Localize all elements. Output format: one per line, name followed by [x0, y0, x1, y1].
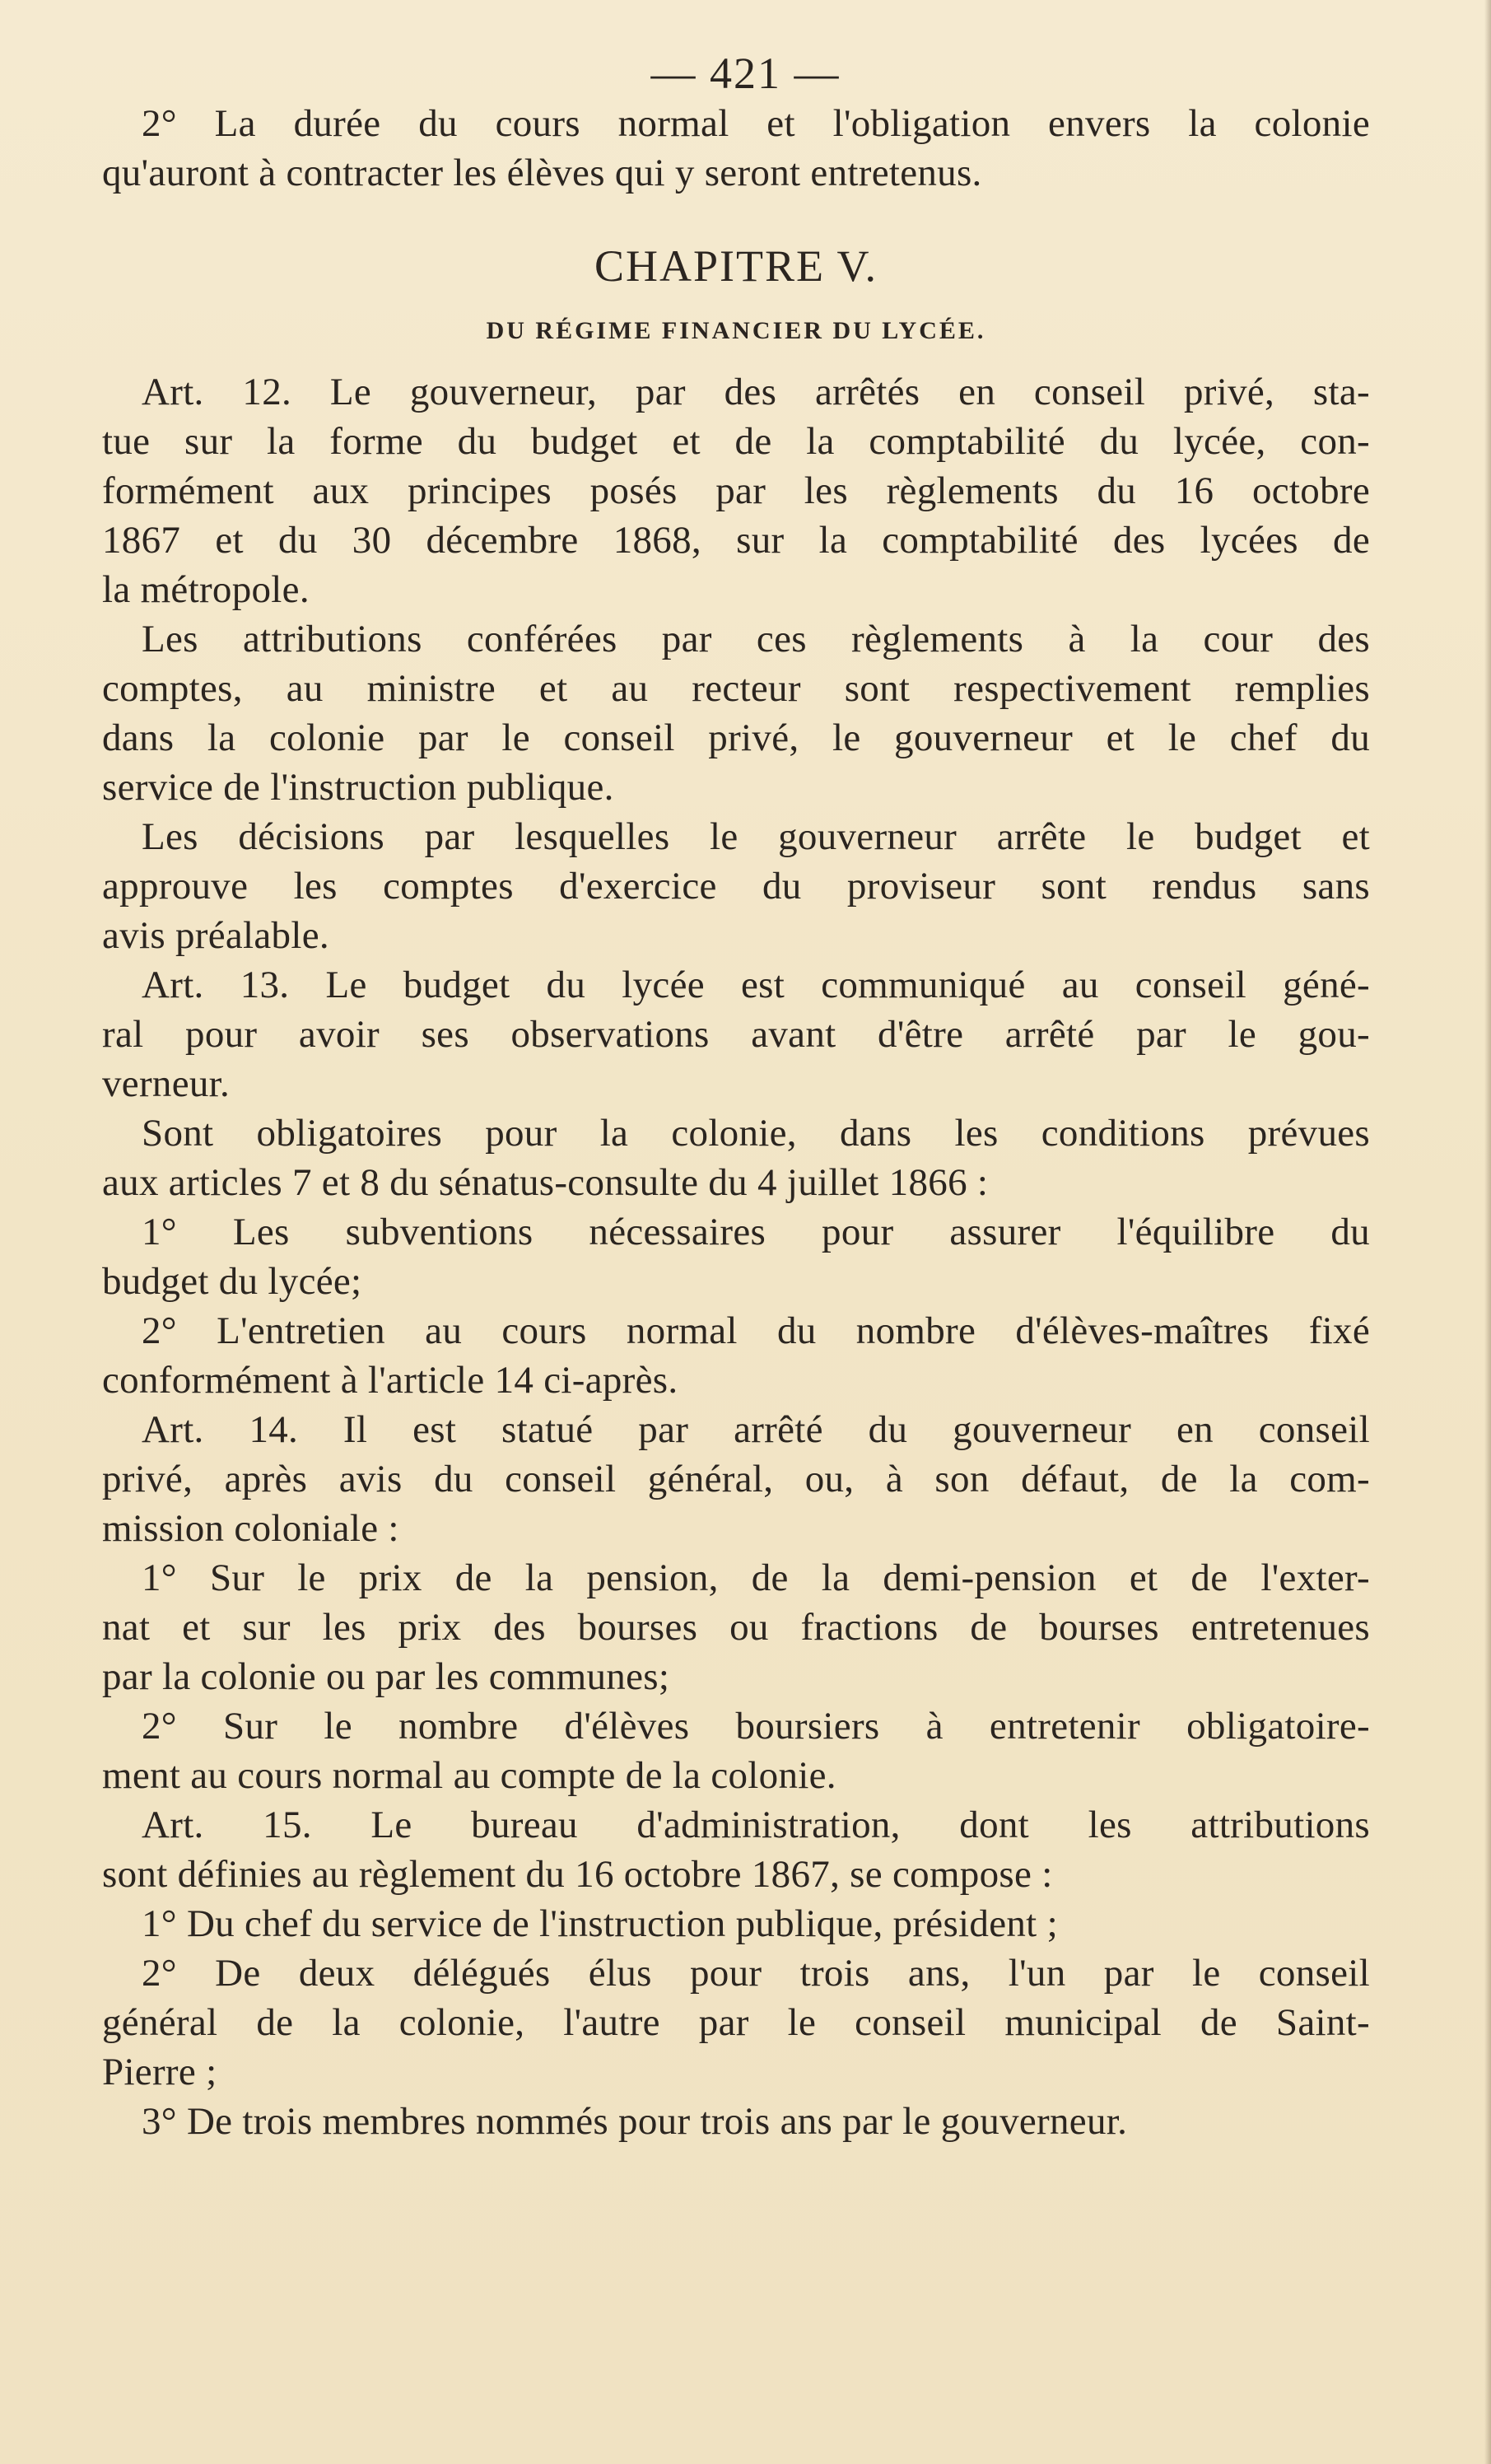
text-line: général de la colonie, l'autre par le conseil municipal de Saint- — [102, 2001, 1370, 2044]
intro-paragraph — [102, 99, 1370, 198]
paragraph-art-14 — [102, 1405, 1370, 1553]
text-line: tue sur la forme du budget et de la comptabilité du lycée, con- — [102, 420, 1370, 463]
text-line: Pierre ; — [102, 2051, 217, 2093]
text-line: nat et sur les prix des bourses ou fractions de bourses entretenues — [102, 1606, 1370, 1649]
text-line: approuve les comptes d'exercice du proviseur sont rendus sans — [102, 865, 1370, 908]
text-line: Art. 13. Le budget du lycée est communiqué au conseil géné- — [142, 964, 1370, 1006]
text-line: avis préalable. — [102, 914, 329, 957]
text-line: ment au cours normal au compte de la colonie. — [102, 1754, 836, 1797]
text-line: Les décisions par lesquelles le gouverneur arrête le budget et — [142, 815, 1370, 858]
text-line: comptes, au ministre et au recteur sont respectivement remplies — [102, 667, 1370, 710]
text-line: 1° Les subventions nécessaires pour assurer l'équilibre du — [142, 1211, 1370, 1253]
paragraph-item-entretien — [102, 1306, 1370, 1405]
text-line: 1° Sur le prix de la pension, de la demi-pension et de l'exter- — [142, 1556, 1370, 1599]
text-line: Art. 12. Le gouverneur, par des arrêtés en conseil privé, sta- — [142, 371, 1370, 413]
text-line: 2° De deux délégués élus pour trois ans, l'un par le conseil — [142, 1952, 1370, 1995]
paragraph-item-delegues — [102, 1948, 1370, 2097]
text-line: Art. 15. Le bureau d'administration, dont les attributions — [142, 1804, 1370, 1846]
chapter-subtitle: DU RÉGIME FINANCIER DU LYCÉE. — [486, 317, 986, 344]
text-line: verneur. — [102, 1062, 231, 1105]
text-line: ral pour avoir ses observations avant d'être arrêté par le gou- — [102, 1013, 1370, 1056]
page-body — [102, 99, 1370, 2146]
paragraph-item-prix — [102, 1553, 1370, 1701]
paragraph-item-boursiers — [102, 1701, 1370, 1800]
text-line: aux articles 7 et 8 du sénatus-consulte du 4 juillet 1866 : — [102, 1161, 989, 1204]
page-edge-shadow — [1484, 0, 1491, 2464]
text-line: 2° La durée du cours normal et l'obligation envers la colonie — [142, 102, 1370, 145]
paragraph-attributions — [102, 614, 1370, 812]
paragraph-art-12 — [102, 367, 1370, 614]
text-line: 2° Sur le nombre d'élèves boursiers à entretenir obligatoire- — [142, 1705, 1370, 1748]
text-line: qu'auront à contracter les élèves qui y seront entretenus. — [102, 152, 982, 194]
paragraph-item-subventions — [102, 1207, 1370, 1306]
text-line: par la colonie ou par les communes; — [102, 1655, 670, 1698]
paragraph-art-13 — [102, 960, 1370, 1108]
paragraph-decisions — [102, 812, 1370, 960]
text-line: conformément à l'article 14 ci-après. — [102, 1359, 678, 1402]
paragraph-item-membres — [102, 2097, 1370, 2146]
text-line: 1° Du chef du service de l'instruction publique, président ; — [142, 1902, 1058, 1945]
text-line: 1867 et du 30 décembre 1868, sur la comptabilité des lycées de — [102, 519, 1370, 562]
text-line: Sont obligatoires pour la colonie, dans les conditions prévues — [142, 1112, 1370, 1155]
text-line: dans la colonie par le conseil privé, le gouverneur et le chef du — [102, 716, 1370, 759]
text-line: mission coloniale : — [102, 1507, 399, 1550]
page-number: — 421 — — [650, 49, 841, 98]
text-line: sont définies au règlement du 16 octobre 1867, se compose : — [102, 1853, 1053, 1896]
text-line: privé, après avis du conseil général, ou, à son défaut, de la com- — [102, 1458, 1370, 1500]
paragraph-item-president — [102, 1899, 1370, 1948]
text-line: la métropole. — [102, 568, 310, 611]
text-line: Art. 14. Il est statué par arrêté du gouverneur en conseil — [142, 1408, 1370, 1451]
text-line: 2° L'entretien au cours normal du nombre d'élèves-maîtres fixé — [142, 1309, 1370, 1352]
text-line: budget du lycée; — [102, 1260, 362, 1303]
paragraph-art-15 — [102, 1800, 1370, 1899]
chapter-title: CHAPITRE V. — [594, 241, 878, 291]
text-line: Les attributions conférées par ces règlements à la cour des — [142, 618, 1370, 660]
paragraph-obligatoires — [102, 1108, 1370, 1207]
text-line: 3° De trois membres nommés pour trois ans par le gouverneur. — [142, 2100, 1128, 2143]
text-line: service de l'instruction publique. — [102, 766, 614, 809]
text-line: formément aux principes posés par les règlements du 16 octobre — [102, 469, 1370, 512]
